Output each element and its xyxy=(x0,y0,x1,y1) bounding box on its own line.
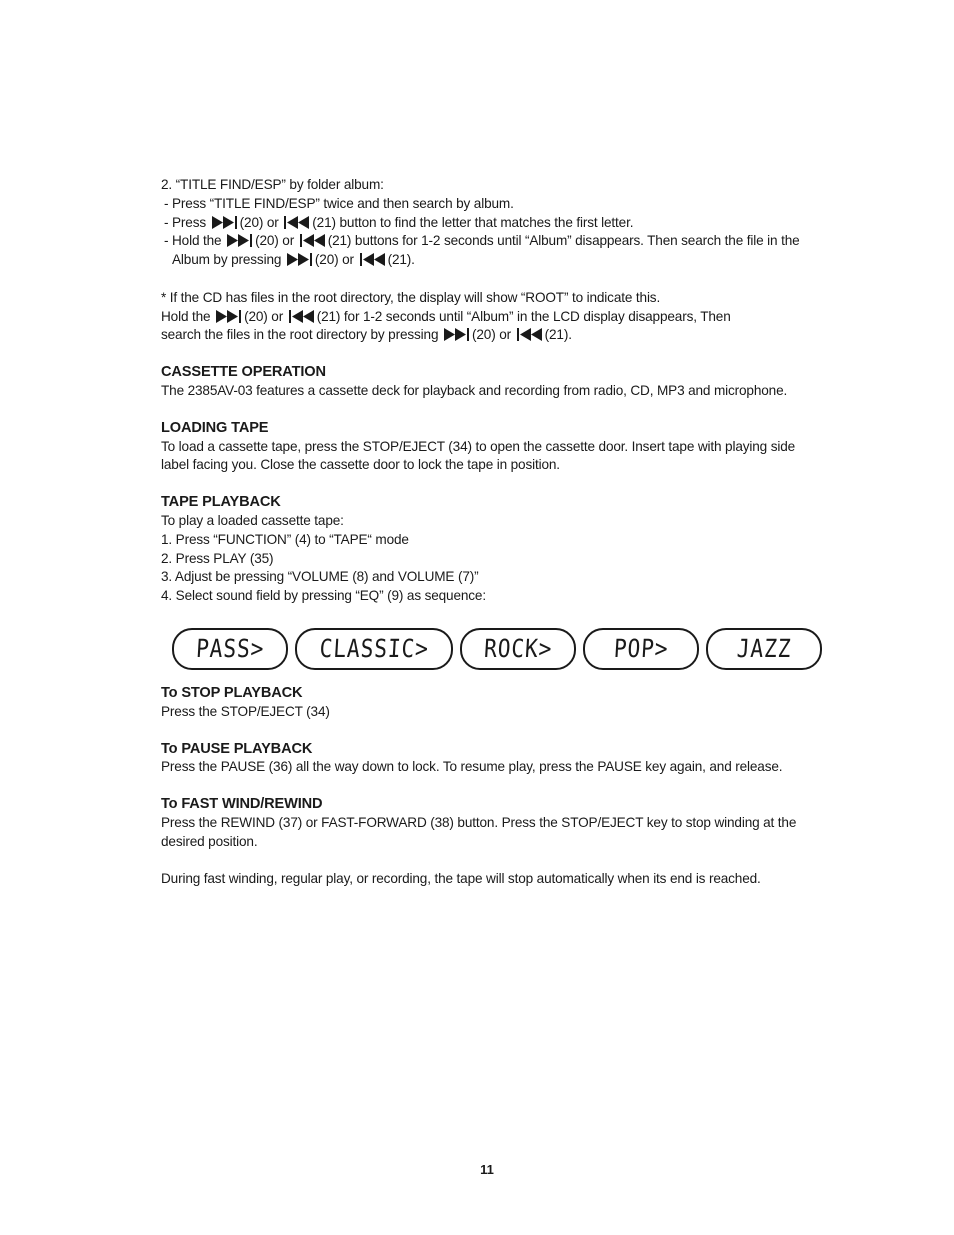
skip-previous-icon xyxy=(289,310,315,323)
eq-sequence xyxy=(172,628,841,670)
tape-playback-step-2: 2. Press PLAY (35) xyxy=(161,550,274,566)
loading-tape-section xyxy=(161,419,841,475)
esp-title: 2. “TITLE FIND/ESP” by folder album: xyxy=(161,177,384,192)
skip-previous-icon xyxy=(284,216,310,229)
esp-step-2: - Press (20) or (21) button to find the letter that matches the first letter. xyxy=(164,214,634,230)
pause-playback-section xyxy=(161,740,841,778)
root-note xyxy=(161,289,841,345)
page-number: 11 xyxy=(480,1162,494,1177)
tape-playback-step-4: 4. Select sound field by pressing “EQ” (9) as sequence: xyxy=(161,588,486,604)
skip-next-icon xyxy=(212,216,238,229)
skip-previous-icon xyxy=(360,253,386,266)
esp-step-1: - Press “TITLE FIND/ESP” twice and then search by album. xyxy=(164,195,514,211)
stop-playback-section xyxy=(161,684,841,722)
skip-previous-icon xyxy=(517,328,543,341)
fast-wind-line-1: Press the REWIND (37) or FAST-FORWARD (38) button. Press the STOP/EJECT key to stop winding at the xyxy=(161,814,797,830)
fast-wind-section xyxy=(161,795,841,889)
fast-wind-line-2: desired position. xyxy=(161,833,258,849)
loading-tape-line-1: To load a cassette tape, press the STOP/EJECT (34) to open the cassette door. Insert tape with playing side xyxy=(161,438,796,454)
root-note-line-1: * If the CD has files in the root directory, the display will show “ROOT” to indicate this. xyxy=(161,289,661,305)
tape-playback-step-3: 3. Adjust be pressing “VOLUME (8) and VOLUME (7)” xyxy=(161,569,479,585)
stop-playback-text: Press the STOP/EJECT (34) xyxy=(161,703,330,719)
cassette-operation-heading: CASSETTE OPERATION xyxy=(161,364,326,381)
eq-mode-classic: CLASSIC> xyxy=(295,628,453,670)
eq-mode-pop: POP> xyxy=(583,628,699,670)
skip-next-icon xyxy=(216,310,242,323)
loading-tape-line-2: label facing you. Close the cassette door to lock the tape in position. xyxy=(161,457,560,473)
eq-mode-pass: PASS> xyxy=(172,628,288,670)
tape-playback-heading: TAPE PLAYBACK xyxy=(161,494,281,511)
loading-tape-heading: LOADING TAPE xyxy=(161,419,269,436)
manual-page-content xyxy=(161,176,841,889)
stop-playback-heading: To STOP PLAYBACK xyxy=(161,684,303,701)
root-note-line-2: Hold the (20) or (21) for 1-2 seconds until “Album” in the LCD display disappears, Then xyxy=(161,308,731,324)
eq-mode-jazz: JAZZ xyxy=(706,628,822,670)
tape-playback-section xyxy=(161,493,841,606)
tape-playback-intro: To play a loaded cassette tape: xyxy=(161,512,344,528)
cassette-operation-text: The 2385AV-03 features a cassette deck for playback and recording from radio, CD, MP3 and microphone. xyxy=(161,382,788,398)
pause-playback-heading: To PAUSE PLAYBACK xyxy=(161,740,313,757)
root-note-line-3: search the files in the root directory by pressing (20) or (21). xyxy=(161,327,572,343)
esp-step-3-cont: Album by pressing (20) or (21). xyxy=(172,252,415,268)
eq-mode-rock: ROCK> xyxy=(460,628,576,670)
tape-playback-step-1: 1. Press “FUNCTION” (4) to “TAPE“ mode xyxy=(161,531,409,547)
skip-next-icon xyxy=(227,234,253,247)
skip-next-icon xyxy=(444,328,470,341)
cassette-operation-section xyxy=(161,363,841,401)
esp-section xyxy=(161,176,841,270)
fast-wind-line-3: During fast winding, regular play, or recording, the tape will stop automatically when its end is reached. xyxy=(161,871,761,887)
pause-playback-text: Press the PAUSE (36) all the way down to lock. To resume play, press the PAUSE key again, and release. xyxy=(161,759,783,775)
esp-step-3: - Hold the (20) or (21) buttons for 1-2 seconds until “Album” disappears. Then search the file in the xyxy=(164,233,800,249)
skip-previous-icon xyxy=(300,234,326,247)
fast-wind-heading: To FAST WIND/REWIND xyxy=(161,796,323,813)
skip-next-icon xyxy=(287,253,313,266)
